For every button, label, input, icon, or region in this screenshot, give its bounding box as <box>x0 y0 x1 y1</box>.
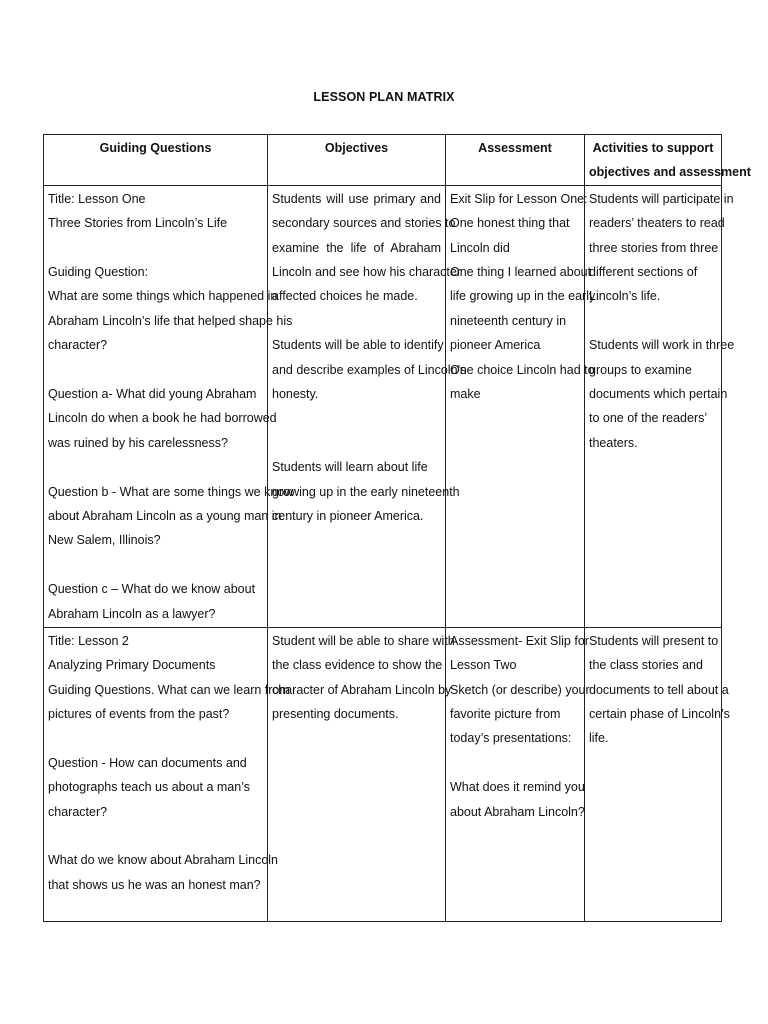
cell-activities <box>585 185 735 627</box>
spacer <box>272 406 441 430</box>
header-guiding-questions <box>44 135 268 186</box>
spacer <box>589 309 717 333</box>
objective-text: examine the life of Abraham <box>272 240 441 255</box>
objective-text: and describe examples of Lincoln’s <box>272 362 467 377</box>
lesson-plan-table <box>43 134 751 922</box>
activity-text: groups to examine <box>589 362 692 377</box>
guiding-question-text: Guiding Questions. What can we learn from <box>48 682 290 697</box>
activity-text: life. <box>589 731 609 746</box>
cell-guiding-questions <box>44 185 294 627</box>
spacer <box>48 726 263 750</box>
objective-text: growing up in the early nineteenth <box>272 484 460 499</box>
question-b-text: Question b - What are some things we know <box>48 484 294 499</box>
assessment-text: One honest thing that <box>450 216 570 231</box>
question-c-text: Question c – What do we know about <box>48 582 256 597</box>
assessment-text: about Abraham Lincoln? <box>450 804 585 819</box>
objective-text: century in pioneer America. <box>272 509 424 524</box>
objective-text: character of Abraham Lincoln by <box>272 682 452 697</box>
objective-text: presenting documents. <box>272 707 399 722</box>
cell-assessment <box>446 627 590 921</box>
question-c-text: Abraham Lincoln as a lawyer? <box>48 606 216 621</box>
activity-text: Students will present to <box>589 633 719 648</box>
assessment-text: nineteenth century in <box>450 313 567 328</box>
question-text: character? <box>48 804 108 819</box>
activity-text: Students will work in three <box>589 338 735 353</box>
activity-text: different sections of <box>589 265 698 280</box>
table-row <box>44 185 722 627</box>
assessment-text: make <box>450 387 481 402</box>
assessment-text: favorite picture from <box>450 707 561 722</box>
cell-activities <box>585 627 730 921</box>
guiding-question-label: Guiding Question: <box>48 265 149 280</box>
activity-text: documents which pertain <box>589 387 728 402</box>
objective-text: Lincoln and see how his character <box>272 265 462 280</box>
spacer <box>48 455 263 479</box>
question-b-text: New Salem, Illinois? <box>48 533 161 548</box>
guiding-question-text: pictures of events from the past? <box>48 707 230 722</box>
activity-text: Lincoln’s life. <box>589 289 661 304</box>
objective-text: the class evidence to show the <box>272 658 443 673</box>
objective-text: Students will use primary and <box>272 191 441 206</box>
question-a-text: Question a- What did young Abraham <box>48 387 257 402</box>
spacer <box>48 236 263 260</box>
assessment-text: Lesson Two <box>450 658 517 673</box>
spacer <box>48 824 263 848</box>
header-label: Guiding Questions <box>99 141 212 155</box>
objective-text: honesty. <box>272 387 319 402</box>
spacer <box>450 751 580 775</box>
activity-text: documents to tell about a <box>589 682 729 697</box>
lesson-subtitle: Three Stories from Lincoln’s Life <box>48 216 228 231</box>
assessment-text: life growing up in the early <box>450 289 596 304</box>
assessment-text: today’s presentations: <box>450 731 572 746</box>
header-label: objectives and assessment <box>589 165 751 180</box>
activity-text: theaters. <box>589 435 638 450</box>
activity-text: three stories from three <box>589 240 719 255</box>
guiding-question-text: Abraham Lincoln’s life that helped shape his <box>48 313 293 328</box>
activity-text: the class stories and <box>589 658 703 673</box>
cell-guiding-questions <box>44 627 290 921</box>
objective-text: Students will learn about life <box>272 460 428 475</box>
page-title: LESSON PLAN MATRIX <box>313 90 455 104</box>
header-label: Assessment <box>478 141 552 155</box>
lesson-title: Title: Lesson 2 <box>48 633 129 648</box>
objective-text: affected choices he made. <box>272 289 418 304</box>
guiding-question-text: character? <box>48 338 108 353</box>
spacer <box>272 309 441 333</box>
table-header-row <box>44 135 722 186</box>
lesson-subtitle: Analyzing Primary Documents <box>48 658 216 673</box>
header-label: Objectives <box>324 141 389 155</box>
assessment-text: One choice Lincoln had to <box>450 362 595 377</box>
lesson-title: Title: Lesson One <box>48 191 146 206</box>
spacer <box>48 553 263 577</box>
question-b-text: about Abraham Lincoln as a young man in <box>48 509 282 524</box>
assessment-text: pioneer America <box>450 338 541 353</box>
objective-text: Students will be able to identify <box>272 338 444 353</box>
assessment-text: Exit Slip for Lesson One: <box>450 191 588 206</box>
header-label: Activities to support <box>592 141 714 155</box>
table-row <box>44 627 722 921</box>
assessment-text: Sketch (or describe) your <box>450 682 590 697</box>
assessment-text: One thing I learned about <box>450 265 592 280</box>
question-text: What do we know about Abraham Lincoln <box>48 853 278 868</box>
activity-text: to one of the readers’ <box>589 411 708 426</box>
activity-text: Students will participate in <box>589 191 734 206</box>
assessment-text: Assessment- Exit Slip for <box>450 633 589 648</box>
header-objectives <box>268 135 446 186</box>
assessment-text: Lincoln did <box>450 240 510 255</box>
question-text: photographs teach us about a man’s <box>48 780 250 795</box>
cell-objectives <box>268 627 455 921</box>
objective-text: secondary sources and stories to <box>272 216 456 231</box>
question-a-text: Lincoln do when a book he had borrowed <box>48 411 277 426</box>
cell-assessment <box>446 185 596 627</box>
spacer <box>48 358 263 382</box>
guiding-question-text: What are some things which happened in <box>48 289 278 304</box>
question-a-text: was ruined by his carelessness? <box>48 435 228 450</box>
activity-text: certain phase of Lincoln’s <box>589 707 730 722</box>
activity-text: readers’ theaters to read <box>589 216 725 231</box>
header-activities <box>585 135 751 186</box>
question-text: Question - How can documents and <box>48 755 247 770</box>
header-assessment <box>446 135 585 186</box>
spacer <box>272 431 441 455</box>
assessment-text: What does it remind you <box>450 780 585 795</box>
question-text: that shows us he was an honest man? <box>48 877 261 892</box>
objective-text: Student will be able to share with <box>272 633 455 648</box>
